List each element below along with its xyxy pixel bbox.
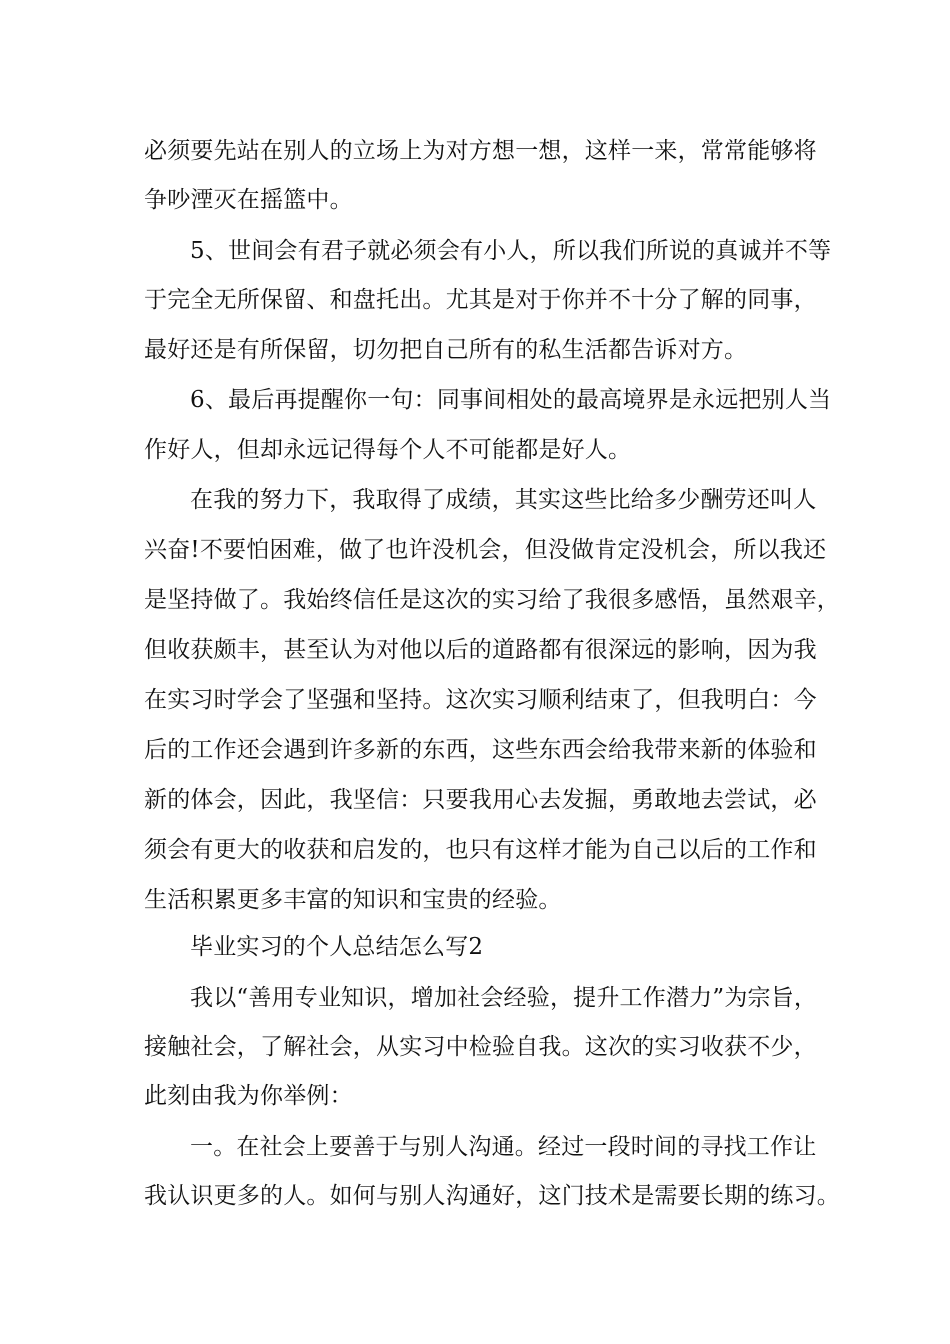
paragraph-start: 6、最后再提醒你一句：同事间相处的最高境界是永远把别人当 xyxy=(190,387,832,413)
text-line xyxy=(0,525,950,575)
text-line xyxy=(0,1022,950,1072)
text-line xyxy=(0,1071,950,1121)
line-text: 在实习时学会了坚强和坚持。这次实习顺利结束了，但我明白：今 xyxy=(144,687,817,713)
paragraph-start: 我以“善用专业知识，增加社会经验，提升工作潜力”为宗旨， xyxy=(190,985,818,1011)
text-line xyxy=(0,725,950,775)
paragraph-start: 一。在社会上要善于与别人沟通。经过一段时间的寻找工作让 xyxy=(190,1134,817,1160)
text-line xyxy=(0,675,950,725)
line-text: 是坚持做了。我始终信任是这次的实习给了我很多感悟，虽然艰辛， xyxy=(144,587,840,613)
line-text: 新的体会，因此，我坚信：只要我用心去发掘，勇敢地去尝试，必 xyxy=(144,787,817,813)
text-line xyxy=(0,175,950,225)
line-text: 作好人，但却永远记得每个人不可能都是好人。 xyxy=(144,437,632,463)
text-line xyxy=(0,1171,950,1221)
text-line xyxy=(0,625,950,675)
text-line xyxy=(0,425,950,475)
text-line xyxy=(0,575,950,625)
text-line xyxy=(0,275,950,325)
line-text: 最好还是有所保留，切勿把自己所有的私生活都告诉对方。 xyxy=(144,337,748,363)
text-line xyxy=(0,775,950,825)
text-line xyxy=(0,875,950,925)
line-text: 须会有更大的收获和启发的，也只有这样才能为自己以后的工作和 xyxy=(144,837,817,863)
line-text: 必须要先站在别人的立场上为对方想一想，这样一来，常常能够将 xyxy=(144,138,817,164)
line-text: 争吵湮灭在摇篮中。 xyxy=(144,187,353,213)
line-text: 但收获颇丰，甚至认为对他以后的道路都有很深远的影响，因为我 xyxy=(144,637,817,663)
line-text: 我认识更多的人。如何与别人沟通好，这门技术是需要长期的练习。 xyxy=(144,1183,840,1209)
paragraph-start: 在我的努力下，我取得了成绩，其实这些比给多少酬劳还叫人 xyxy=(190,487,817,513)
text-line xyxy=(0,325,950,375)
line-text: 生活积累更多丰富的知识和宝贵的经验。 xyxy=(144,887,562,913)
text-line xyxy=(0,825,950,875)
text-line xyxy=(0,226,950,276)
section-heading: 毕业实习的个人总结怎么写2 xyxy=(190,934,484,960)
paragraph-start: 5、世间会有君子就必须会有小人，所以我们所说的真诚并不等 xyxy=(190,238,832,264)
line-text: 此刻由我为你举例： xyxy=(144,1083,353,1109)
section-heading-line xyxy=(0,922,950,972)
line-text: 于完全无所保留、和盘托出。尤其是对于你并不十分了解的同事， xyxy=(144,287,817,313)
text-line xyxy=(0,1122,950,1172)
text-line xyxy=(0,973,950,1023)
line-text: 后的工作还会遇到许多新的东西，这些东西会给我带来新的体验和 xyxy=(144,737,817,763)
line-text: 兴奋!不要怕困难，做了也许没机会，但没做肯定没机会，所以我还 xyxy=(144,537,827,563)
text-line xyxy=(0,375,950,425)
line-text: 接触社会，了解社会，从实习中检验自我。这次的实习收获不少， xyxy=(144,1034,817,1060)
text-line xyxy=(0,126,950,176)
text-line xyxy=(0,475,950,525)
